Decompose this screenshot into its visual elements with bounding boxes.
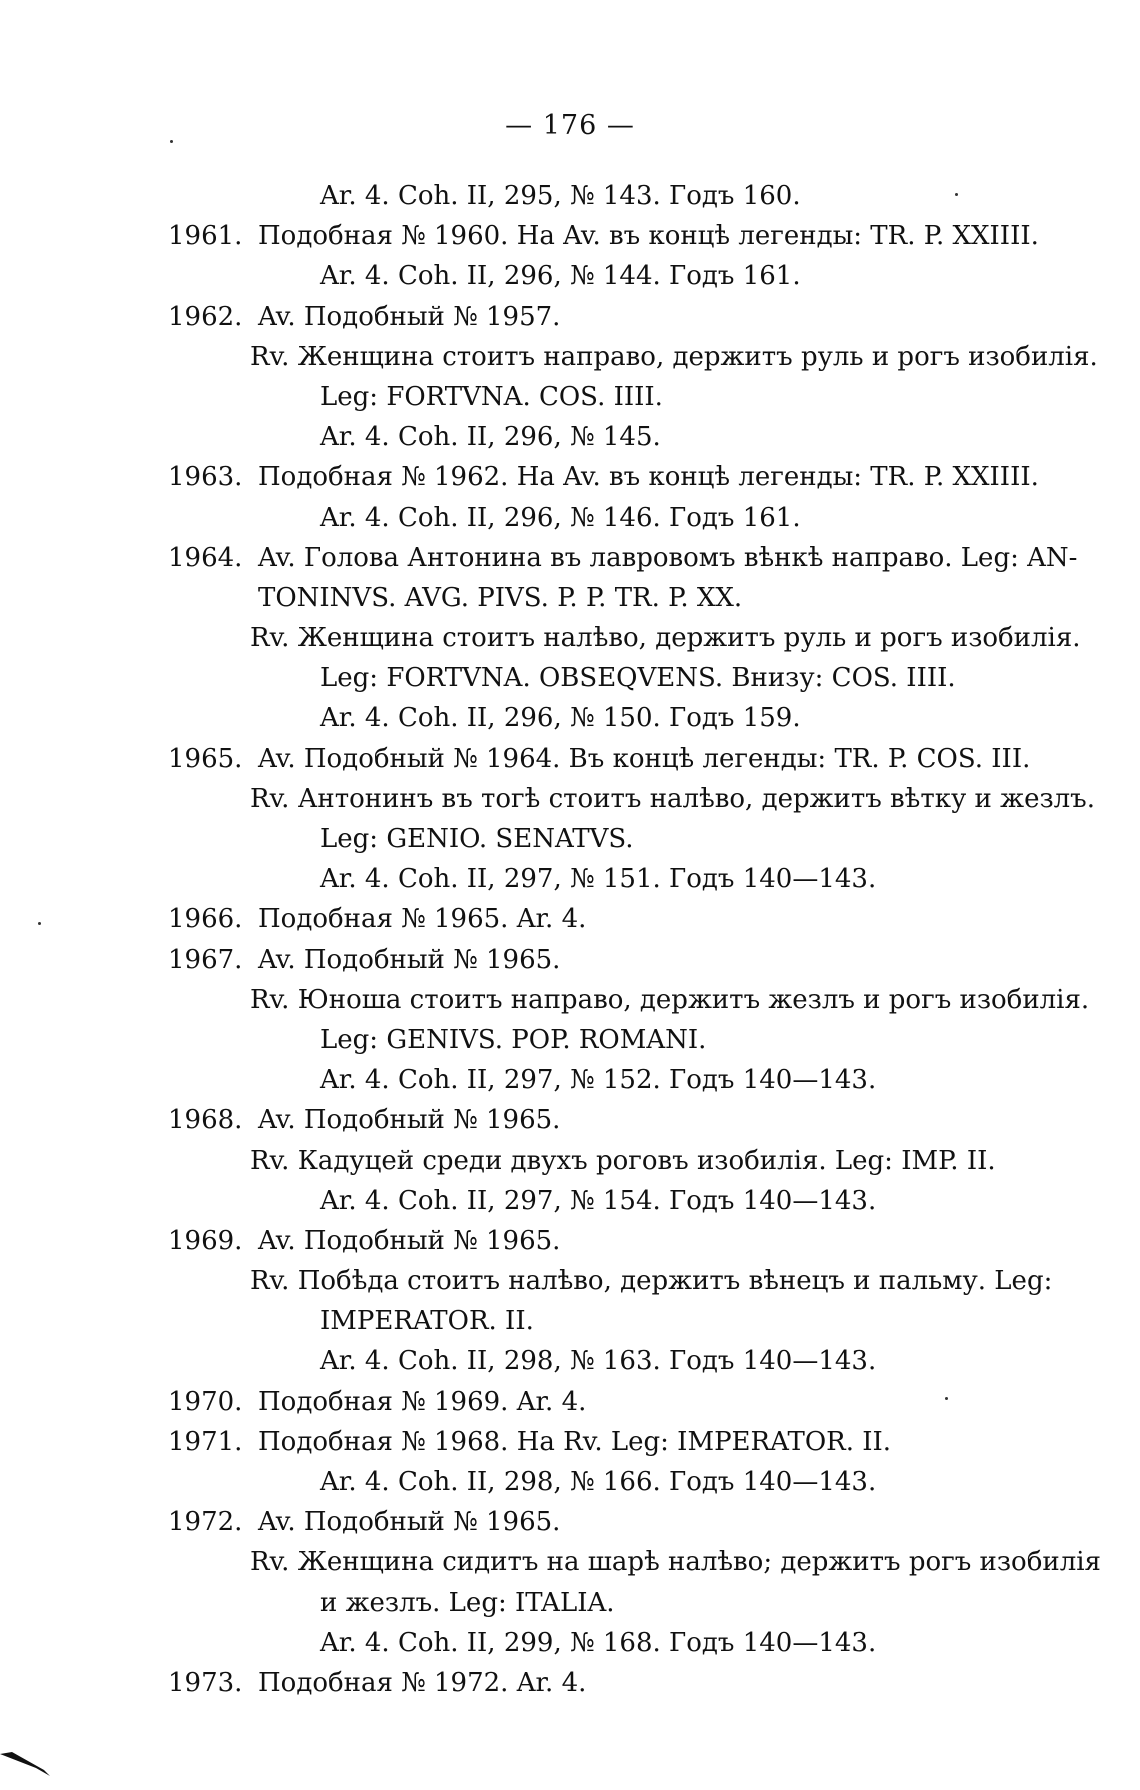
entry-number: 1961. <box>168 221 243 252</box>
entry-line <box>0 1502 1140 1542</box>
entry-line <box>0 1100 1140 1140</box>
entry-line <box>0 1663 1140 1703</box>
scan-speck <box>170 140 173 143</box>
entry-line <box>0 578 1140 618</box>
entry-text: Rv. Женщина стоитъ направо, держитъ руль и рогъ изобилія. <box>250 341 1098 372</box>
entry-text: Av. Подобный № 1957. <box>258 301 561 332</box>
scan-speck <box>38 922 41 925</box>
entry-line <box>0 1623 1140 1663</box>
entry-text: TONINVS. AVG. PIVS. P. P. TR. P. XX. <box>258 582 743 613</box>
entry-text: Av. Подобный № 1965. <box>258 1225 561 1256</box>
entry-line <box>0 859 1140 899</box>
entry-text: Ar. 4. Coh. II, 296, № 144. Годъ 161. <box>320 261 801 292</box>
entry-text: Подобная № 1969. Ar. 4. <box>258 1386 587 1417</box>
entry-line <box>0 698 1140 738</box>
entry-line <box>0 417 1140 457</box>
entry-text: Rv. Женщина сидитъ на шарѣ налѣво; держитъ рогъ изобилія <box>250 1547 1101 1578</box>
entry-text: Ar. 4. Coh. II, 296, № 150. Годъ 159. <box>320 703 801 734</box>
entry-line <box>0 538 1140 578</box>
entry-text: Подобная № 1960. На Av. въ концѣ легенды: TR. P. XXIIII. <box>258 221 1039 252</box>
entry-line <box>0 1261 1140 1301</box>
entry-number: 1973. <box>168 1667 243 1698</box>
entry-line <box>0 1422 1140 1462</box>
entry-text: Rv. Юноша стоитъ направо, держитъ жезлъ и рогъ изобилія. <box>250 984 1090 1015</box>
entry-line <box>0 498 1140 538</box>
entry-text: Leg: FORTVNA. OBSEQVENS. Внизу: COS. IIII. <box>320 663 956 694</box>
entry-text: Подобная № 1968. На Rv. Leg: IMPERATOR. II. <box>258 1426 892 1457</box>
entry-line <box>0 1060 1140 1100</box>
entry-number: 1965. <box>168 743 243 774</box>
entry-line <box>0 899 1140 939</box>
entry-text: и жезлъ. Leg: ITALIA. <box>320 1587 615 1618</box>
entry-line <box>0 779 1140 819</box>
entry-line <box>0 1542 1140 1582</box>
entry-text: Подобная № 1962. На Av. въ концѣ легенды: TR. P. XXIIII. <box>258 462 1039 493</box>
entry-text: Ar. 4. Coh. II, 297, № 152. Годъ 140—143. <box>320 1065 877 1096</box>
entry-text: Ar. 4. Coh. II, 298, № 166. Годъ 140—143. <box>320 1467 877 1497</box>
entry-number: 1968. <box>168 1105 243 1136</box>
entry-text: Rv. Побѣда стоитъ налѣво, держитъ вѣнецъ и пальму. Leg: <box>250 1266 1053 1297</box>
entry-line <box>0 618 1140 658</box>
entry-text: Ar. 4. Coh. II, 298, № 163. Годъ 140—143. <box>320 1346 877 1377</box>
page-number: — 176 — <box>505 110 635 141</box>
entry-line <box>0 377 1140 417</box>
entry-number: 1966. <box>168 904 243 935</box>
entry-line <box>0 297 1140 337</box>
entry-text: Av. Голова Антонина въ лавровомъ вѣнкѣ направо. Leg: AN- <box>258 542 1078 573</box>
entry-line <box>0 1141 1140 1181</box>
entry-text: Rv. Антонинъ въ тогѣ стоитъ налѣво, держитъ вѣтку и жезлъ. <box>250 783 1095 814</box>
entry-line <box>0 457 1140 497</box>
entry-line <box>0 337 1140 377</box>
entry-number: 1967. <box>168 944 243 975</box>
entry-line <box>0 256 1140 296</box>
entry-text: Leg: GENIO. SENATVS. <box>320 824 634 854</box>
entry-text: Av. Подобный № 1965. <box>258 944 561 975</box>
entry-line <box>0 1301 1140 1341</box>
entry-number: 1963. <box>168 462 243 493</box>
entry-number: 1962. <box>168 301 243 332</box>
entry-line <box>0 1382 1140 1422</box>
entry-number: 1972. <box>168 1507 243 1538</box>
entry-number: 1970. <box>168 1386 243 1417</box>
entry-number: 1964. <box>168 542 243 573</box>
entry-number: 1969. <box>168 1225 243 1256</box>
entry-number: 1971. <box>168 1426 243 1457</box>
entry-text: Ar. 4. Coh. II, 297, № 154. Годъ 140—143. <box>320 1185 877 1216</box>
entry-text: Подобная № 1965. Ar. 4. <box>258 904 587 935</box>
entry-text: Av. Подобный № 1965. <box>258 1507 561 1538</box>
entry-text: IMPERATOR. II. <box>320 1306 534 1337</box>
entry-line <box>0 1583 1140 1623</box>
scan-speck <box>945 1397 948 1400</box>
entry-text: Av. Подобный № 1964. Въ концѣ легенды: TR. P. COS. III. <box>258 743 1031 774</box>
entry-text: Подобная № 1972. Ar. 4. <box>258 1667 587 1698</box>
entry-line <box>0 819 1140 859</box>
entry-line <box>0 940 1140 980</box>
entry-line <box>0 980 1140 1020</box>
scan-speck <box>955 193 958 196</box>
entry-text: Rv. Женщина стоитъ налѣво, держитъ руль и рогъ изобилія. <box>250 623 1081 654</box>
entry-text: Ar. 4. Coh. II, 296, № 146. Годъ 161. <box>320 502 801 533</box>
entry-text: Ar. 4. Coh. II, 299, № 168. Годъ 140—143. <box>320 1627 877 1658</box>
entry-text: Ar. 4. Coh. II, 297, № 151. Годъ 140—143. <box>320 864 877 895</box>
scan-corner-mark <box>0 1748 60 1778</box>
entry-line <box>0 176 1140 216</box>
entry-line <box>0 1221 1140 1261</box>
entry-line <box>0 658 1140 698</box>
entry-text: Leg: FORTVNA. COS. IIII. <box>320 381 663 412</box>
entry-text: Av. Подобный № 1965. <box>258 1105 561 1136</box>
entry-text: Ar. 4. Coh. II, 295, № 143. Годъ 160. <box>320 181 801 211</box>
entry-line <box>0 216 1140 256</box>
entry-text: Ar. 4. Coh. II, 296, № 145. <box>320 422 661 453</box>
entry-line <box>0 1020 1140 1060</box>
entry-line <box>0 1462 1140 1502</box>
entry-text: Rv. Кадуцей среди двухъ роговъ изобилія. Leg: IMP. II. <box>250 1145 996 1176</box>
entry-text: Leg: GENIVS. POP. ROMANI. <box>320 1024 707 1055</box>
entry-line <box>0 1181 1140 1221</box>
catalog-entries <box>0 176 1140 1703</box>
entry-line <box>0 739 1140 779</box>
entry-line <box>0 1341 1140 1381</box>
